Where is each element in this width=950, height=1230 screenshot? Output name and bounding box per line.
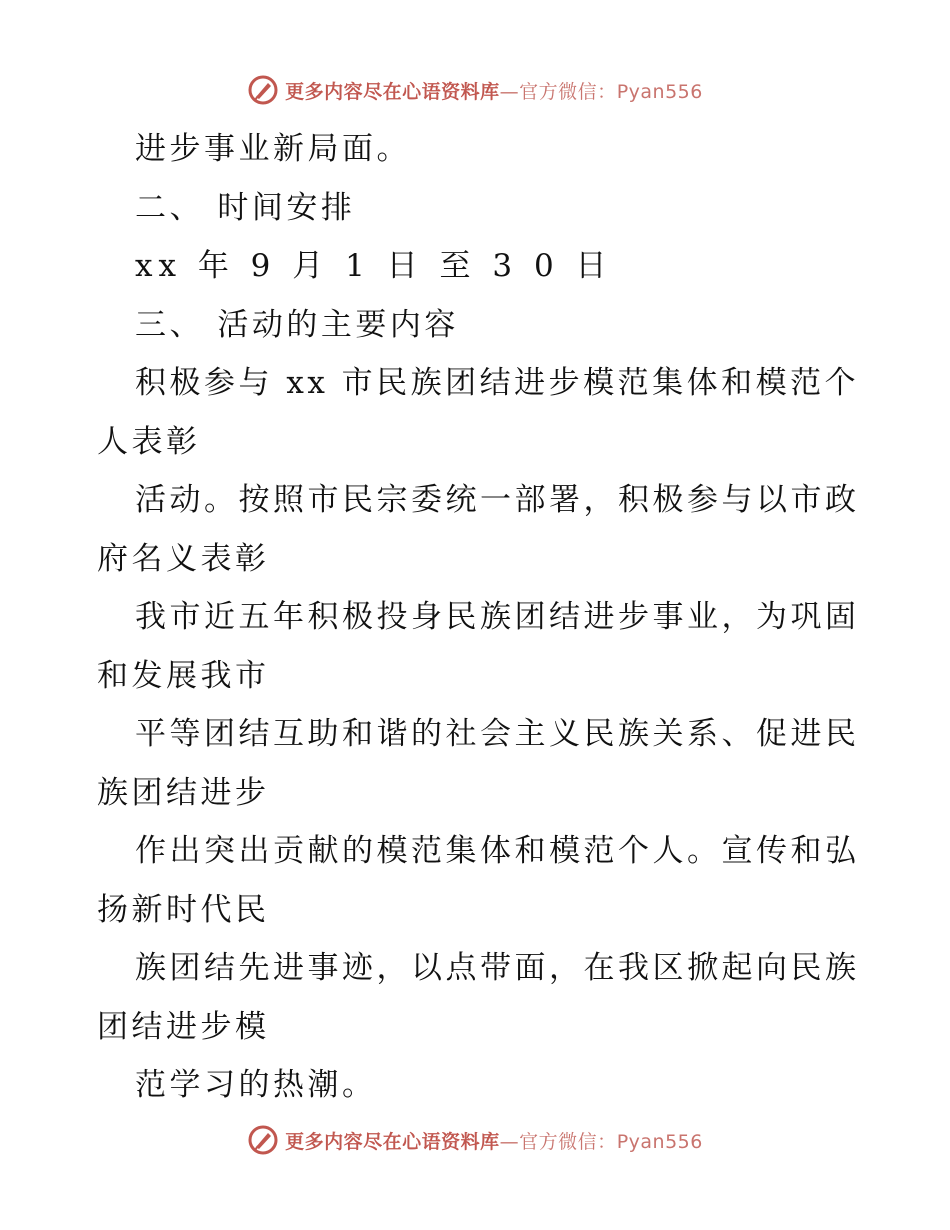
text-line: 团结进步模 (97, 1008, 270, 1045)
document-body (97, 120, 860, 1115)
text-line: 府名义表彰 (97, 540, 270, 577)
watermark-dash: — (499, 1130, 520, 1153)
watermark-wechat-label: 官方微信： (519, 1130, 617, 1153)
date-line: xx 年 9 月 1 日 至 3 0 日 (135, 248, 613, 284)
watermark-text (285, 1127, 703, 1154)
watermark-wechat-label: 官方微信： (519, 80, 617, 103)
text-line: 族团结先进事迹，以点带面，在我区掀起向民族 (135, 950, 860, 986)
watermark-wechat-id: Pyan556 (616, 1130, 703, 1153)
quill-logo-icon (247, 1124, 279, 1156)
watermark-text (285, 77, 703, 104)
text-line: 人表彰 (97, 423, 201, 460)
text-line: 作出突出贡献的模范集体和模范个人。宣传和弘 (135, 833, 860, 869)
text-line: 活动。按照市民宗委统一部署，积极参与以市政 (135, 482, 860, 518)
section-heading: 三、 活动的主要内容 (135, 306, 459, 343)
watermark-brand: 更多内容尽在心语资料库 (285, 1130, 500, 1153)
watermark-dash: — (499, 80, 520, 103)
watermark-wechat-id: Pyan556 (616, 80, 703, 103)
quill-logo-icon (247, 74, 279, 106)
text-line: 扬新时代民 (97, 891, 270, 928)
footer-watermark (0, 1120, 950, 1160)
text-line: 我市近五年积极投身民族团结进步事业，为巩固 (135, 599, 860, 635)
header-watermark (0, 70, 950, 110)
text-line: 族团结进步 (97, 774, 270, 811)
text-line: 平等团结互助和谐的社会主义民族关系、促进民 (135, 716, 860, 752)
watermark-brand: 更多内容尽在心语资料库 (285, 80, 500, 103)
text-line: 和发展我市 (97, 657, 270, 694)
text-line: 范学习的热潮。 (135, 1067, 377, 1103)
text-line: 积极参与 xx 市民族团结进步模范集体和模范个 (135, 365, 860, 401)
section-heading: 二、 时间安排 (135, 189, 356, 226)
text-line: 进步事业新局面。 (135, 131, 411, 167)
